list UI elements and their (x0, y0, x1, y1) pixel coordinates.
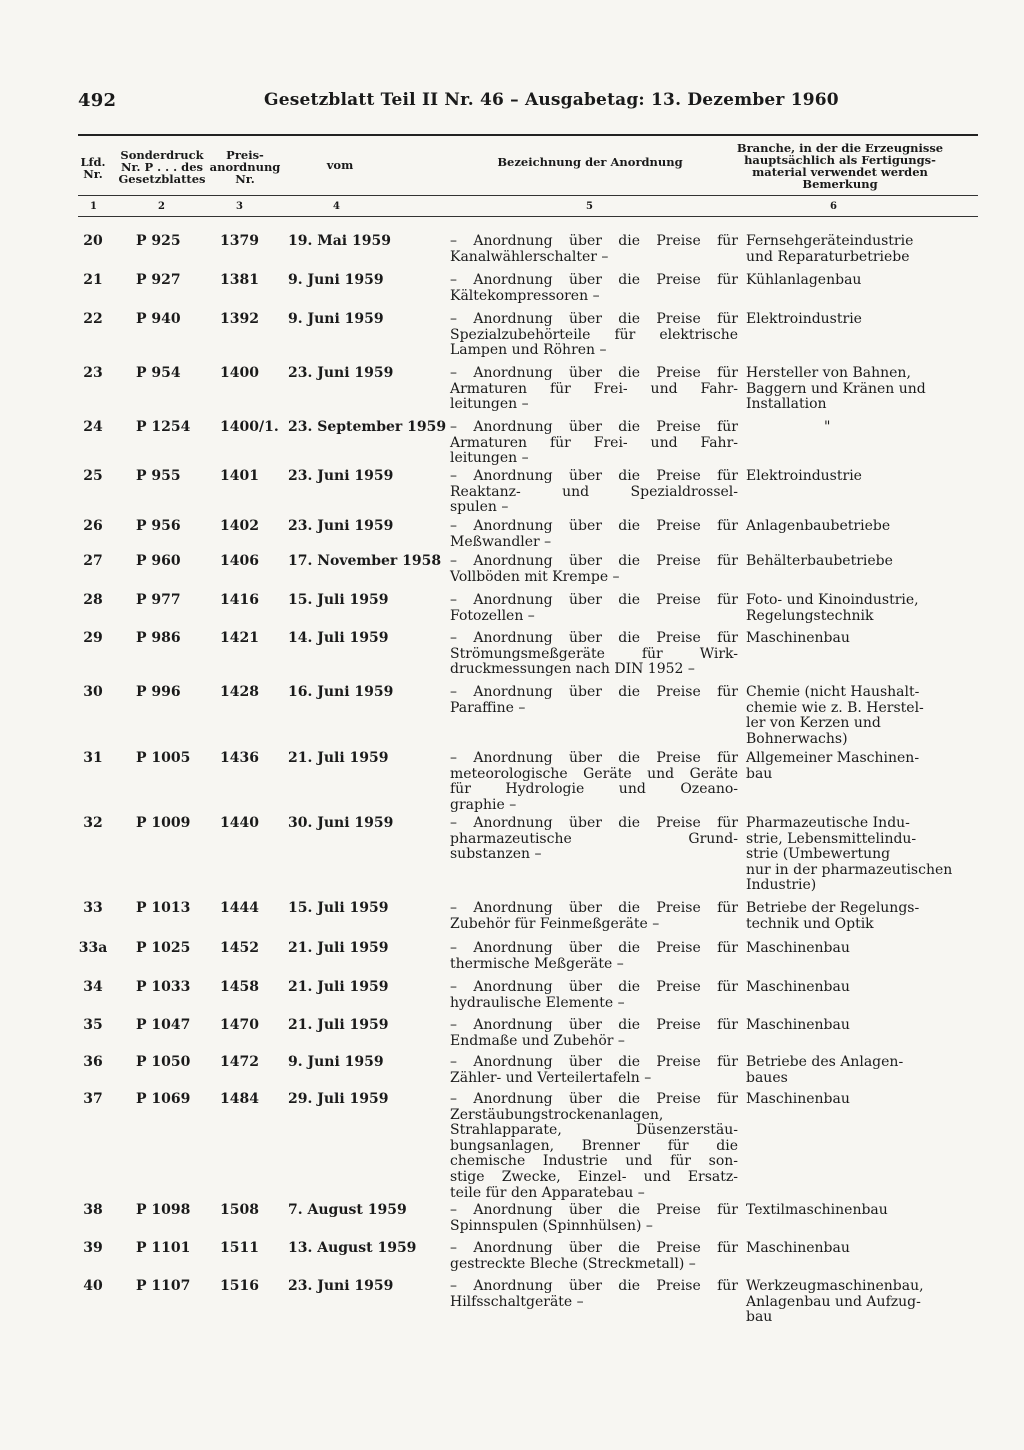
anordnung-title (450, 631, 738, 678)
sonderdruck-number: P 1025 (136, 940, 191, 956)
row-number: 30 (83, 684, 103, 700)
date-vom: 29. Juli 1959 (288, 1091, 389, 1107)
branche-cell (746, 420, 968, 436)
anordnung-line: – Anordnung über die Preise für (450, 979, 738, 995)
anordnung-line: leitungen – (450, 396, 529, 413)
date-vom: 19. Mai 1959 (288, 233, 391, 249)
anordnung-line: – Anordnung über die Preise für (450, 1017, 738, 1033)
anordnung-title (450, 1055, 738, 1086)
row-number: 26 (83, 518, 103, 534)
branche-line: Regelungstechnik (746, 607, 874, 624)
branche-line: technik und Optik (746, 915, 874, 932)
branche-cell (746, 554, 968, 570)
branche-line: Maschinenbau (746, 979, 850, 995)
colnum-6: 6 (830, 201, 837, 212)
colnum-1: 1 (90, 201, 97, 212)
anordnung-title (450, 1018, 738, 1049)
branche-line: Textilmaschinenbau (746, 1202, 888, 1218)
anordnung-line: – Anordnung über die Preise für (450, 592, 738, 608)
sonderdruck-number: P 1050 (136, 1054, 191, 1070)
anordnung-line: Vollböden mit Krempe – (450, 568, 620, 585)
anordnung-line: – Anordnung über die Preise für (450, 365, 738, 381)
row-number: 25 (83, 468, 103, 484)
row-number: 36 (83, 1054, 103, 1070)
row-number: 34 (83, 979, 103, 995)
sonderdruck-number: P 1005 (136, 750, 191, 766)
date-vom: 9. Juni 1959 (288, 272, 384, 288)
preisanordnung-number: 1516 (220, 1278, 259, 1294)
colhead-vom: vom (326, 158, 354, 172)
anordnung-line: Reaktanz- und Spezialdrossel- (450, 483, 738, 500)
colhead-lfd-nr: Lfd. Nr. (80, 155, 106, 181)
sonderdruck-number: P 977 (136, 592, 181, 608)
branche-cell (746, 751, 968, 782)
branche-line: nur in der pharmazeutischen (746, 861, 953, 878)
anordnung-line: Kanalwählerschalter – (450, 248, 609, 265)
colnum-5: 5 (586, 201, 593, 212)
sonderdruck-number: P 1069 (136, 1091, 191, 1107)
anordnung-line: – Anordnung über die Preise für (450, 684, 738, 700)
date-vom: 30. Juni 1959 (288, 815, 394, 831)
anordnung-line: – Anordnung über die Preise für (450, 750, 738, 766)
branche-line: baues (746, 1069, 788, 1086)
preisanordnung-number: 1402 (220, 518, 259, 534)
sonderdruck-number: P 1013 (136, 900, 191, 916)
date-vom: 23. Juni 1959 (288, 365, 394, 381)
branche-cell (746, 1055, 968, 1086)
anordnung-line: – Anordnung über die Preise für (450, 1240, 738, 1256)
row-number: 37 (83, 1091, 103, 1107)
sonderdruck-number: P 927 (136, 272, 181, 288)
anordnung-title (450, 273, 738, 304)
row-number: 29 (83, 630, 103, 646)
date-vom: 23. September 1959 (288, 419, 447, 435)
sonderdruck-number: P 940 (136, 311, 181, 327)
anordnung-title (450, 469, 738, 516)
page-number: 492 (78, 90, 117, 111)
preisanordnung-number: 1484 (220, 1091, 259, 1107)
anordnung-line: Fotozellen – (450, 607, 535, 624)
branche-line: Foto- und Kinoindustrie, (746, 592, 919, 608)
date-vom: 16. Juni 1959 (288, 684, 394, 700)
sonderdruck-number: P 1254 (136, 419, 191, 435)
anordnung-line: graphie – (450, 796, 517, 813)
date-vom: 21. Juli 1959 (288, 1017, 389, 1033)
anordnung-title (450, 685, 738, 716)
anordnung-line: – Anordnung über die Preise für (450, 1278, 738, 1294)
branche-cell (746, 234, 968, 265)
branche-line: Elektroindustrie (746, 468, 862, 484)
branche-cell (746, 469, 968, 485)
branche-cell (746, 366, 968, 413)
date-vom: 9. Juni 1959 (288, 1054, 384, 1070)
preisanordnung-number: 1436 (220, 750, 259, 766)
branche-line: Allgemeiner Maschinen- (746, 750, 920, 766)
anordnung-line: Strömungsmeßgeräte für Wirk- (450, 645, 738, 662)
anordnung-line: pharmazeutische Grund- (450, 830, 738, 847)
row-number: 35 (83, 1017, 103, 1033)
branche-cell (746, 816, 968, 894)
row-number: 32 (83, 815, 103, 831)
anordnung-title (450, 554, 738, 585)
anordnung-line: meteorologische Geräte und Geräte (450, 765, 738, 782)
branche-cell (746, 941, 968, 957)
branche-cell (746, 1241, 968, 1257)
anordnung-title (450, 234, 738, 265)
date-vom: 17. November 1958 (288, 553, 442, 569)
branche-line: bau (746, 765, 773, 782)
anordnung-line: Zerstäubungstrockenanlagen, (450, 1106, 664, 1123)
branche-line: Maschinenbau (746, 1091, 850, 1107)
preisanordnung-number: 1379 (220, 233, 259, 249)
branche-line: Installation (746, 396, 827, 413)
anordnung-line: Endmaße und Zubehör – (450, 1032, 625, 1049)
sonderdruck-number: P 956 (136, 518, 181, 534)
branche-line: Hersteller von Bahnen, (746, 365, 911, 381)
preisanordnung-number: 1421 (220, 630, 259, 646)
anordnung-line: hydraulische Elemente – (450, 994, 625, 1011)
date-vom: 23. Juni 1959 (288, 518, 394, 534)
branche-line: Behälterbaubetriebe (746, 553, 893, 569)
date-vom: 13. August 1959 (288, 1240, 417, 1256)
anordnung-line: Strahlapparate, Düsenzerstäu- (450, 1122, 738, 1139)
branche-cell (746, 631, 968, 647)
anordnung-line: Hilfsschaltgeräte – (450, 1293, 584, 1310)
preisanordnung-number: 1440 (220, 815, 259, 831)
row-number: 23 (83, 365, 103, 381)
sonderdruck-number: P 1107 (136, 1278, 191, 1294)
anordnung-line: Paraffine – (450, 699, 526, 716)
anordnung-line: Meßwandler – (450, 533, 552, 550)
anordnung-line: druckmessungen nach DIN 1952 – (450, 661, 695, 678)
preisanordnung-number: 1472 (220, 1054, 259, 1070)
branche-line: Baggern und Kränen und (746, 380, 926, 397)
date-vom: 21. Juli 1959 (288, 750, 389, 766)
branche-line: " (824, 419, 831, 435)
sonderdruck-number: P 1101 (136, 1240, 191, 1256)
page-header (78, 90, 978, 116)
sonderdruck-number: P 1009 (136, 815, 191, 831)
date-vom: 15. Juli 1959 (288, 592, 389, 608)
sonderdruck-number: P 1033 (136, 979, 191, 995)
sonderdruck-number: P 955 (136, 468, 181, 484)
anordnung-line: Lampen und Röhren – (450, 342, 607, 359)
header-rule (78, 134, 978, 136)
preisanordnung-number: 1452 (220, 940, 259, 956)
branche-cell (746, 980, 968, 996)
anordnung-line: substanzen – (450, 846, 542, 863)
anordnung-line: – Anordnung über die Preise für (450, 940, 738, 956)
branche-line: chemie wie z. B. Herstel- (746, 699, 924, 716)
branche-line: Betriebe des Anlagen- (746, 1054, 904, 1070)
anordnung-line: – Anordnung über die Preise für (450, 233, 738, 249)
anordnung-line: Kältekompressoren – (450, 287, 600, 304)
branche-line: Elektroindustrie (746, 311, 862, 327)
branche-cell (746, 1279, 968, 1326)
row-number: 27 (83, 553, 103, 569)
preisanordnung-number: 1511 (220, 1240, 259, 1256)
branche-line: Anlagenbaubetriebe (746, 518, 891, 534)
branche-line: strie (Umbewertung (746, 846, 891, 863)
anordnung-line: leitungen – (450, 450, 529, 467)
anordnung-title (450, 1203, 738, 1234)
anordnung-line: Zubehör für Feinmeßgeräte – (450, 915, 660, 932)
branche-line: strie, Lebensmittelindu- (746, 830, 917, 847)
anordnung-title (450, 312, 738, 359)
preisanordnung-number: 1470 (220, 1017, 259, 1033)
branche-line: Maschinenbau (746, 940, 850, 956)
preisanordnung-number: 1401 (220, 468, 259, 484)
row-number: 33 (83, 900, 103, 916)
branche-cell (746, 273, 968, 289)
row-number: 28 (83, 592, 103, 608)
branche-line: Maschinenbau (746, 1240, 850, 1256)
colhead-sonderdruck: Sonderdruck Nr. P . . . des Gesetzblattes (118, 148, 206, 186)
preisanordnung-number: 1458 (220, 979, 259, 995)
anordnung-title (450, 420, 738, 467)
row-number: 24 (83, 419, 103, 435)
row-number: 21 (83, 272, 103, 288)
anordnung-line: spulen – (450, 499, 509, 516)
date-vom: 7. August 1959 (288, 1202, 407, 1218)
anordnung-title (450, 901, 738, 932)
preisanordnung-number: 1508 (220, 1202, 259, 1218)
anordnung-line: – Anordnung über die Preise für (450, 311, 738, 327)
anordnung-title (450, 366, 738, 413)
row-number: 33a (78, 940, 108, 956)
row-number: 20 (83, 233, 103, 249)
sonderdruck-number: P 960 (136, 553, 181, 569)
anordnung-title (450, 941, 738, 972)
colnum-3: 3 (236, 201, 243, 212)
anordnung-line: – Anordnung über die Preise für (450, 1091, 738, 1107)
anordnung-line: thermische Meßgeräte – (450, 955, 624, 972)
row-number: 40 (83, 1278, 103, 1294)
colnum-rule (78, 216, 978, 217)
anordnung-title (450, 751, 738, 813)
branche-line: Kühlanlagenbau (746, 272, 862, 288)
anordnung-title (450, 1092, 738, 1201)
colhead-rule (78, 195, 978, 196)
row-number: 39 (83, 1240, 103, 1256)
date-vom: 14. Juli 1959 (288, 630, 389, 646)
preisanordnung-number: 1416 (220, 592, 259, 608)
date-vom: 15. Juli 1959 (288, 900, 389, 916)
preisanordnung-number: 1400/1. (220, 419, 279, 435)
row-number: 38 (83, 1202, 103, 1218)
sonderdruck-number: P 954 (136, 365, 181, 381)
anordnung-line: teile für den Apparatebau – (450, 1184, 645, 1201)
preisanordnung-number: 1381 (220, 272, 259, 288)
anordnung-line: – Anordnung über die Preise für (450, 630, 738, 646)
anordnung-line: bungsanlagen, Brenner für die (450, 1137, 738, 1154)
date-vom: 21. Juli 1959 (288, 979, 389, 995)
branche-line: Pharmazeutische Indu- (746, 815, 910, 831)
anordnung-line: Armaturen für Frei- und Fahr- (450, 380, 738, 397)
sonderdruck-number: P 996 (136, 684, 181, 700)
anordnung-line: – Anordnung über die Preise für (450, 900, 738, 916)
anordnung-line: stige Zwecke, Einzel- und Ersatz- (450, 1168, 738, 1185)
branche-cell (746, 901, 968, 932)
preisanordnung-number: 1428 (220, 684, 259, 700)
anordnung-line: gestreckte Bleche (Streckmetall) – (450, 1255, 696, 1272)
anordnung-title (450, 519, 738, 550)
branche-cell (746, 1203, 968, 1219)
date-vom: 21. Juli 1959 (288, 940, 389, 956)
preisanordnung-number: 1406 (220, 553, 259, 569)
colnum-4: 4 (333, 201, 340, 212)
anordnung-line: – Anordnung über die Preise für (450, 1054, 738, 1070)
anordnung-title (450, 1241, 738, 1272)
branche-line: Maschinenbau (746, 630, 850, 646)
gazette-title: Gesetzblatt Teil II Nr. 46 – Ausgabetag: 13. Dezember 1960 (264, 90, 839, 110)
anordnung-line: – Anordnung über die Preise für (450, 553, 738, 569)
branche-line: Fernsehgeräteindustrie (746, 233, 914, 249)
branche-line: Betriebe der Regelungs- (746, 900, 920, 916)
branche-cell (746, 519, 968, 535)
anordnung-title (450, 816, 738, 863)
date-vom: 9. Juni 1959 (288, 311, 384, 327)
branche-line: Maschinenbau (746, 1017, 850, 1033)
branche-line: Chemie (nicht Haushalt- (746, 684, 920, 700)
branche-line: und Reparaturbetriebe (746, 248, 910, 265)
anordnung-title (450, 980, 738, 1011)
anordnung-line: – Anordnung über die Preise für (450, 419, 738, 435)
anordnung-line: – Anordnung über die Preise für (450, 1202, 738, 1218)
anordnung-line: Spezialzubehörteile für elektrische (450, 326, 738, 343)
sonderdruck-number: P 986 (136, 630, 181, 646)
sonderdruck-number: P 925 (136, 233, 181, 249)
anordnung-line: – Anordnung über die Preise für (450, 518, 738, 534)
sonderdruck-number: P 1098 (136, 1202, 191, 1218)
anordnung-line: Spinnspulen (Spinnhülsen) – (450, 1217, 653, 1234)
branche-cell (746, 1018, 968, 1034)
sonderdruck-number: P 1047 (136, 1017, 191, 1033)
anordnung-line: – Anordnung über die Preise für (450, 468, 738, 484)
row-number: 22 (83, 311, 103, 327)
date-vom: 23. Juni 1959 (288, 1278, 394, 1294)
branche-cell (746, 1092, 968, 1108)
preisanordnung-number: 1444 (220, 900, 259, 916)
preisanordnung-number: 1392 (220, 311, 259, 327)
anordnung-line: chemische Industrie und für son- (450, 1153, 738, 1170)
branche-line: Werkzeugmaschinenbau, (746, 1278, 924, 1294)
anordnung-line: für Hydrologie und Ozeano- (450, 781, 738, 798)
colnum-2: 2 (158, 201, 165, 212)
colhead-branche: Branche, in der die Erzeugnisse hauptsächlich als Fertigungs- material verwendet werden Bemerkung (736, 141, 944, 191)
branche-line: bau (746, 1309, 773, 1326)
anordnung-line: – Anordnung über die Preise für (450, 272, 738, 288)
anordnung-line: Zähler- und Verteilertafeln – (450, 1069, 652, 1086)
colhead-bezeichnung: Bezeichnung der Anordnung (497, 155, 683, 169)
branche-line: Industrie) (746, 877, 817, 894)
preisanordnung-number: 1400 (220, 365, 259, 381)
date-vom: 23. Juni 1959 (288, 468, 394, 484)
branche-line: Anlagenbau und Aufzug- (746, 1293, 921, 1310)
anordnung-title (450, 593, 738, 624)
branche-cell (746, 593, 968, 624)
colhead-preisanordnung: Preis- anordnung Nr. (209, 148, 281, 186)
anordnung-title (450, 1279, 738, 1310)
branche-line: ler von Kerzen und (746, 715, 881, 732)
branche-line: Bohnerwachs) (746, 730, 848, 747)
anordnung-line: Armaturen für Frei- und Fahr- (450, 434, 738, 451)
branche-cell (746, 312, 968, 328)
row-number: 31 (83, 750, 103, 766)
anordnung-line: – Anordnung über die Preise für (450, 815, 738, 831)
branche-cell (746, 685, 968, 747)
